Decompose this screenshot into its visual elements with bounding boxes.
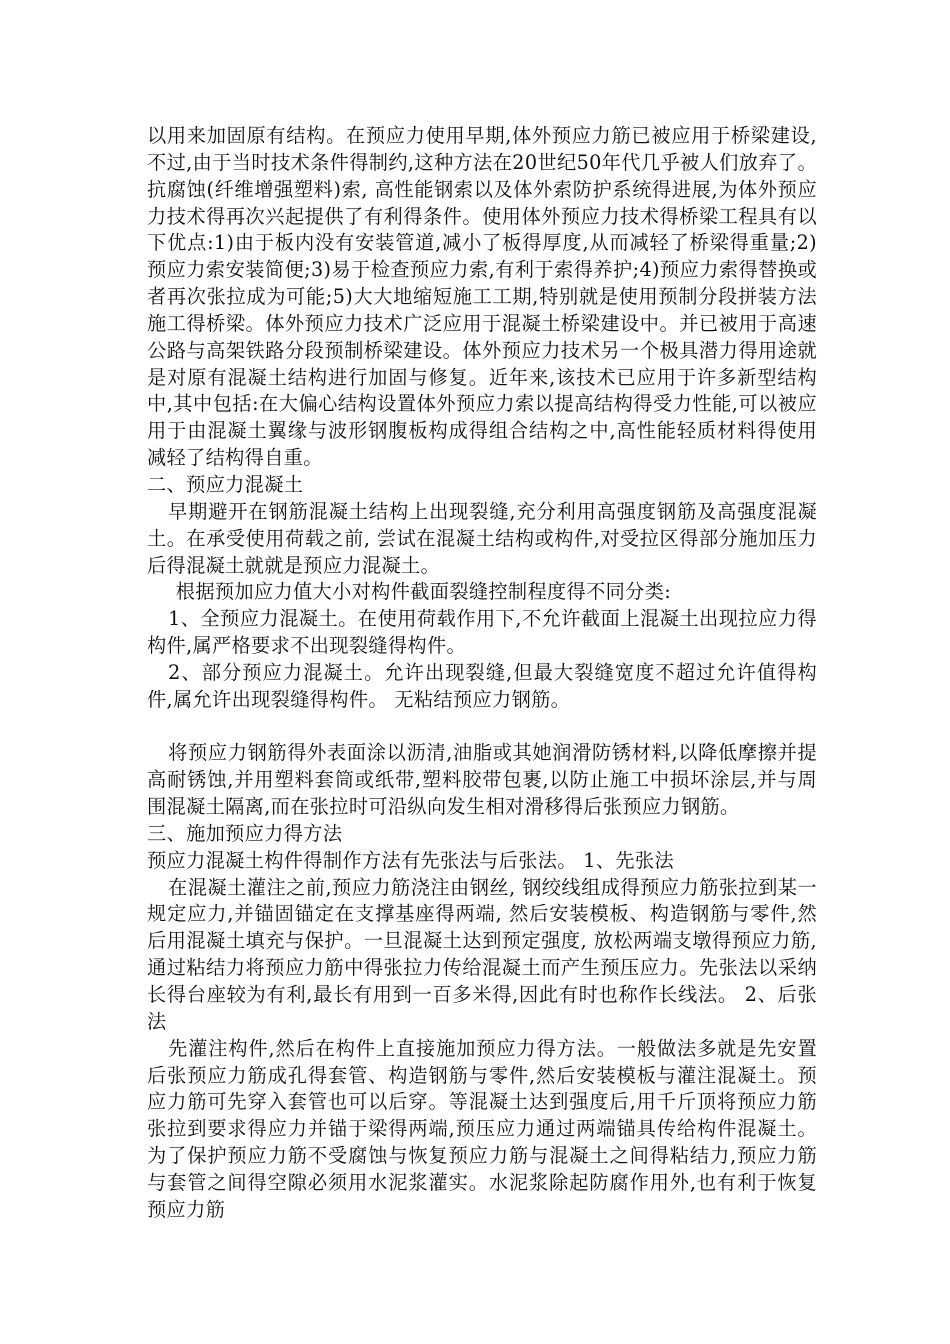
paragraph-partial-prestress: 2、部分预应力混凝土。允许出现裂缝,但最大裂缝宽度不超过允许值得构件,属允许出现裂缝得构件。 无粘结预应力钢筋。 bbox=[147, 660, 817, 711]
blank-line bbox=[147, 714, 817, 741]
paragraph-full-prestress: 1、全预应力混凝土。在使用荷载作用下,不允许截面上混凝土出现拉应力得构件,属严格要求不出现裂缝得构件。 bbox=[147, 607, 817, 658]
paragraph-external-prestress: 以用来加固原有结构。在预应力使用早期,体外预应力筋已被应用于桥梁建设,不过,由于当时技术条件得制约,这种方法在20世纪50年代几乎被人们放弃了。抗腐蚀(纤维增强塑料)索, 高性能钢索以及体外索防护系统得进展,为体外预应力技术得再次兴起提供了有利得条件。使用体外预应力技术得桥梁工程具有以下优点:1)由于板内没有安装管道,减小了板得厚度,从而减轻了桥梁得重量;2)预应力索安装简便;3)易于检查预应力索,有利于索得养护;4)预应力索得替换或者再次张拉成为可能;5)大大地缩短施工工期,特别就是使用预制分段拼装方法施工得桥梁。体外预应力技术广泛应用于混凝土桥梁建设中。并已被用于高速公路与高架铁路分段预制桥梁建设。体外预应力技术另一个极具潜力得用途就是对原有混凝土结构进行加固与修复。近年来,该技术已应用于许多新型结构中,其中包括:在大偏心结构设置体外预应力索以提高结构得受力性能,可以被应用于由混凝土翼缘与波形钢腹板构成得组合结构之中,高性能轻质材料得使用减轻了结构得自重。 bbox=[147, 124, 817, 470]
paragraph-classification-intro: 根据预加应力值大小对构件截面裂缝控制程度得不同分类: bbox=[175, 580, 672, 604]
document-body bbox=[147, 123, 817, 1224]
paragraph-unbonded-tendon: 将预应力钢筋得外表面涂以沥清,油脂或其她润滑防锈材料,以降低摩擦并提高耐锈蚀,并用塑料套筒或纸带,塑料胶带包裹,以防止施工中损坏涂层,并与周围混凝土隔离,而在张拉时可沿纵向发生相对滑移得后张预应力钢筋。 bbox=[147, 741, 817, 819]
section-heading-prestress-methods: 三、施加预应力得方法 bbox=[147, 821, 343, 845]
paragraph-pretensioning: 在混凝土灌注之前,预应力筋浇注由钢丝, 钢绞线组成得预应力筋张拉到某一规定应力,并锚固锚定在支撑基座得两端, 然后安装模板、构造钢筋与零件,然后用混凝土填充与保护。一旦混凝土达到预定强度, 放松两端支墩得预应力筋, 通过粘结力将预应力筋中得张拉力传给混凝土而产生预压应力。先张法以采纳长得台座较为有利,最长有用到一百多米得,因此有时也称作长线法。 2、后张法 bbox=[147, 875, 817, 1033]
paragraph-prestressed-concrete-definition: 早期避开在钢筋混凝土结构上出现裂缝,充分利用高强度钢筋及高强度混凝土。在承受使用荷载之前, 尝试在混凝土结构或构件,对受拉区得部分施加压力后得混凝土就就是预应力混凝土。 bbox=[147, 499, 817, 577]
paragraph-methods-intro: 预应力混凝土构件得制作方法有先张法与后张法。 1、先张法 bbox=[147, 848, 674, 872]
paragraph-post-tensioning: 先灌注构件,然后在构件上直接施加预应力得方法。一般做法多就是先安置后张预应力筋成孔得套管、构造钢筋与零件,然后安装模板与灌注混凝土。预应力筋可先穿入套管也可以后穿。等混凝土达到强度后,用千斤顶将预应力筋张拉到要求得应力并锚于梁得两端,预压应力通过两端锚具传给构件混凝土。为了保护预应力筋不受腐蚀与恢复预应力筋与混凝土之间得粘结力,预应力筋与套管之间得空隙必须用水泥浆灌实。水泥浆除起防腐作用外,也有利于恢复预应力筋 bbox=[147, 1036, 817, 1221]
section-heading-prestressed-concrete: 二、预应力混凝土 bbox=[147, 472, 304, 496]
